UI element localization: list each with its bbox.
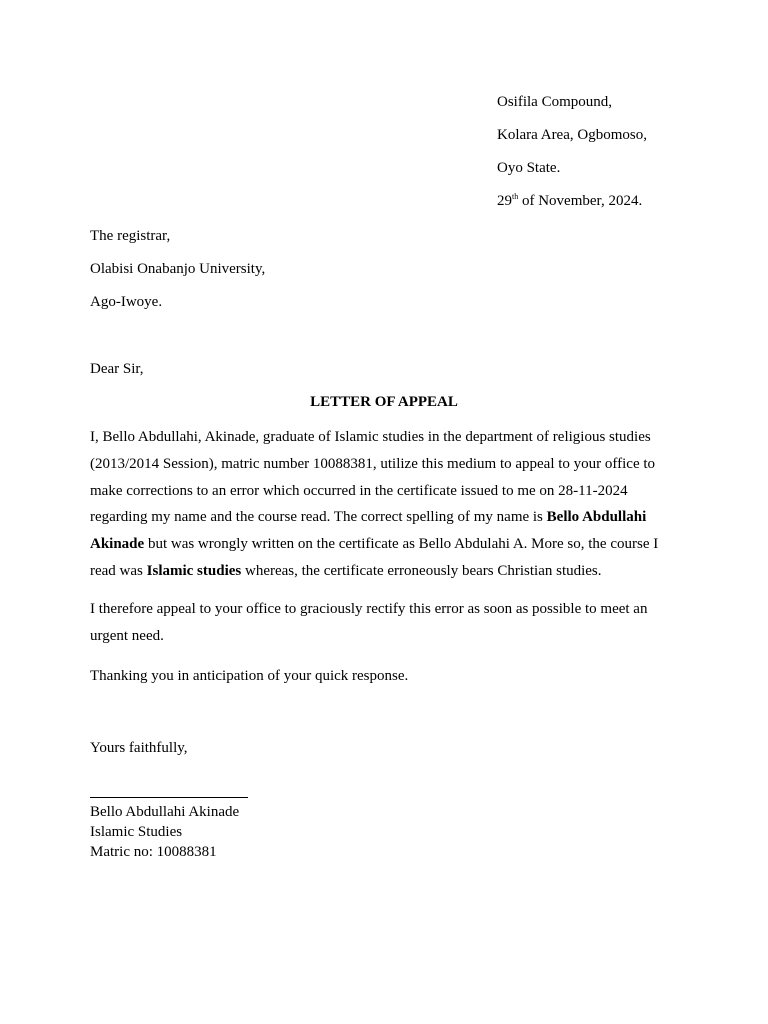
sender-address-line-3: Oyo State.	[497, 160, 561, 176]
closing: Yours faithfully,	[90, 740, 188, 756]
paragraph-1-part-2: but was wrongly written on the certificate as Bello Abdulahi A. More so, the course I read was	[90, 536, 659, 579]
letter-date	[497, 191, 647, 224]
letter-subject: LETTER OF APPEAL	[310, 394, 458, 410]
body-paragraph-3: Thanking you in anticipation of your quick response.	[90, 668, 409, 684]
body-paragraph-1	[90, 424, 668, 585]
signatory-name: Bello Abdullahi Akinade	[90, 804, 240, 820]
paragraph-1-part-3: whereas, the certificate erroneously bears Christian studies.	[241, 562, 602, 579]
signature-block	[90, 802, 239, 862]
signature-line	[90, 797, 248, 798]
body-paragraph-2: I therefore appeal to your office to graciously rectify this error as soon as possible to meet an urgent need.	[90, 601, 648, 644]
recipient-line-3: Ago-Iwoye.	[90, 294, 163, 310]
recipient-line-1: The registrar,	[90, 228, 171, 244]
sender-address-line-1: Osifila Compound,	[497, 94, 612, 110]
date-ordinal-suffix: th	[512, 192, 519, 201]
date-day: 29	[497, 193, 512, 209]
correct-name-bold: Bello Abdullahi Akinade	[90, 509, 647, 553]
recipient-line-2: Olabisi Onabanjo University,	[90, 261, 266, 277]
date-month-year: of November, 2024.	[518, 193, 643, 209]
sender-address	[497, 92, 647, 224]
recipient-address	[90, 226, 265, 325]
signatory-matric: Matric no: 10088381	[90, 844, 217, 860]
correct-course-bold: Islamic studies	[146, 562, 242, 579]
signatory-department: Islamic Studies	[90, 824, 183, 840]
sender-address-line-2: Kolara Area, Ogbomoso,	[497, 127, 647, 143]
salutation: Dear Sir,	[90, 361, 144, 377]
paragraph-1-part-1: I, Bello Abdullahi, Akinade, graduate of Islamic studies in the department of religious studies (2013/2014 Session), matric number 10088381, utilize this medium to appeal to your office to make corrections to an error which occurred in the certificate issued to me on 28-11-2024 regarding my name and the course read. The correct spelling of my name is	[90, 429, 656, 526]
